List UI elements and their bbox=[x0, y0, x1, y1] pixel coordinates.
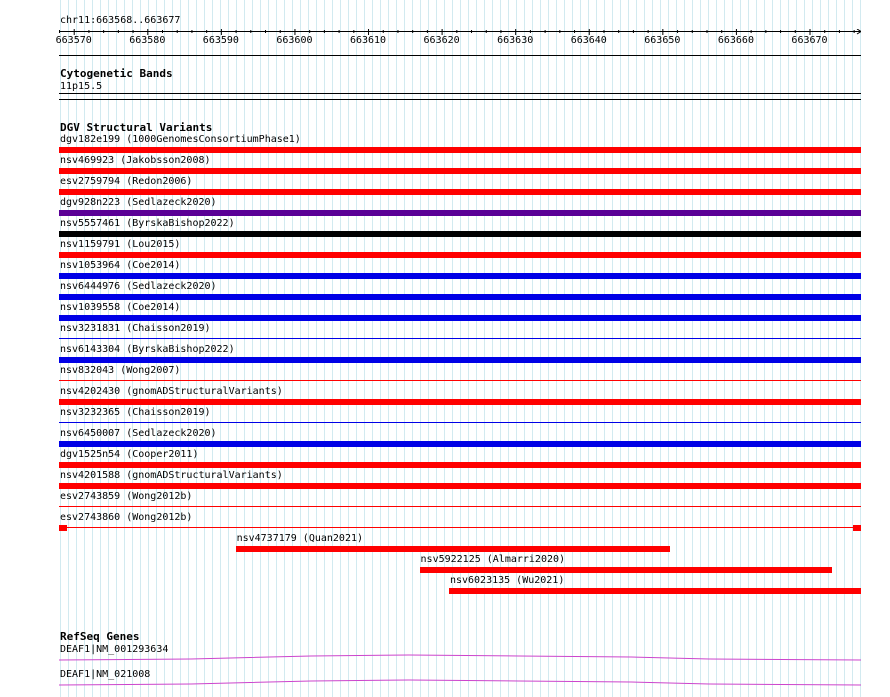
ruler-tick-label: 663580 bbox=[129, 35, 166, 46]
ruler-tick-label: 663570 bbox=[55, 35, 92, 46]
variant-label[interactable]: nsv3231831 (Chaisson2019) bbox=[60, 323, 211, 334]
variant-label[interactable]: nsv832043 (Wong2007) bbox=[60, 365, 181, 376]
variant-label[interactable]: esv2743860 (Wong2012b) bbox=[60, 512, 193, 523]
variant-label[interactable]: nsv6444976 (Sedlazeck2020) bbox=[60, 281, 217, 292]
variant-label[interactable]: nsv6450007 (Sedlazeck2020) bbox=[60, 428, 217, 439]
position-label: chr11:663568..663677 bbox=[60, 15, 181, 26]
variant-bar[interactable] bbox=[59, 483, 861, 489]
track-separator bbox=[59, 99, 861, 100]
ruler-tick-label: 663630 bbox=[497, 35, 534, 46]
variant-bar[interactable] bbox=[420, 567, 832, 573]
ruler-tick-label: 663600 bbox=[276, 35, 313, 46]
variant-label[interactable]: esv2759794 (Redon2006) bbox=[60, 176, 193, 187]
variant-bar[interactable] bbox=[59, 357, 861, 363]
variant-bar[interactable] bbox=[59, 422, 861, 423]
variant-label[interactable]: nsv1159791 (Lou2015) bbox=[60, 239, 181, 250]
variant-bar[interactable] bbox=[59, 506, 861, 507]
variant-label[interactable]: nsv5922125 (Almarri2020) bbox=[420, 554, 566, 565]
variant-bar[interactable] bbox=[449, 588, 861, 594]
variant-bar-block[interactable] bbox=[59, 525, 67, 531]
variant-label[interactable]: nsv4201588 (gnomADStructuralVariants) bbox=[60, 470, 283, 481]
variant-label[interactable]: nsv469923 (Jakobsson2008) bbox=[60, 155, 211, 166]
variant-label[interactable]: dgv1525n54 (Cooper2011) bbox=[60, 449, 199, 460]
ruler-tick-label: 663670 bbox=[791, 35, 828, 46]
variant-label[interactable]: nsv1039558 (Coe2014) bbox=[60, 302, 181, 313]
variant-bar[interactable] bbox=[236, 546, 670, 552]
variant-bar[interactable] bbox=[59, 338, 861, 339]
ruler-tick-label: 663660 bbox=[717, 35, 754, 46]
variant-bar[interactable] bbox=[59, 273, 861, 279]
variant-bar-block[interactable] bbox=[853, 525, 861, 531]
variant-label[interactable]: nsv6023135 (Wu2021) bbox=[449, 575, 565, 586]
ruler-tick-label: 663620 bbox=[423, 35, 460, 46]
variant-bar[interactable] bbox=[59, 527, 861, 528]
ruler-tick-label: 663590 bbox=[202, 35, 239, 46]
gene-model-nm-021008[interactable] bbox=[59, 678, 861, 687]
refseq-track-title[interactable]: RefSeq Genes bbox=[60, 630, 140, 643]
variant-bar[interactable] bbox=[59, 147, 861, 153]
gene-model-nm-001293634[interactable] bbox=[59, 653, 861, 662]
variant-bar[interactable] bbox=[59, 210, 861, 216]
ruler-tick-label: 663650 bbox=[644, 35, 681, 46]
ruler-tick-label: 663640 bbox=[570, 35, 607, 46]
variant-bar[interactable] bbox=[59, 399, 861, 405]
track-separator bbox=[59, 55, 861, 56]
variant-label[interactable]: nsv6143304 (ByrskaBishop2022) bbox=[60, 344, 235, 355]
coordinate-ruler[interactable] bbox=[55, 29, 861, 46]
variant-label[interactable]: dgv928n223 (Sedlazeck2020) bbox=[60, 197, 217, 208]
variant-bar[interactable] bbox=[59, 462, 861, 468]
variant-label[interactable]: nsv4202430 (gnomADStructuralVariants) bbox=[60, 386, 283, 397]
variant-label[interactable]: esv2743859 (Wong2012b) bbox=[60, 491, 193, 502]
cytoband-track-title[interactable]: Cytogenetic Bands bbox=[60, 67, 173, 80]
variant-bar[interactable] bbox=[59, 168, 861, 174]
variant-bar[interactable] bbox=[59, 231, 861, 237]
variant-label[interactable]: nsv3232365 (Chaisson2019) bbox=[60, 407, 211, 418]
variant-label[interactable]: nsv5557461 (ByrskaBishop2022) bbox=[60, 218, 235, 229]
gene-label-nm-001293634[interactable]: DEAF1|NM_001293634 bbox=[60, 644, 169, 655]
cytoband-label: 11p15.5 bbox=[60, 81, 103, 92]
variant-label[interactable]: nsv4737179 (Quan2021) bbox=[236, 533, 364, 544]
variant-bar[interactable] bbox=[59, 380, 861, 381]
variant-bar[interactable] bbox=[59, 294, 861, 300]
gene-label-nm-021008[interactable]: DEAF1|NM_021008 bbox=[60, 669, 151, 680]
dgv-track-title[interactable]: DGV Structural Variants bbox=[60, 121, 213, 134]
ruler-tick-label: 663610 bbox=[349, 35, 387, 46]
cytoband-band[interactable] bbox=[59, 93, 861, 94]
variant-bar[interactable] bbox=[59, 315, 861, 321]
variant-label[interactable]: dgv182e199 (1000GenomesConsortiumPhase1) bbox=[60, 134, 301, 145]
variant-bar[interactable] bbox=[59, 252, 861, 258]
variant-bar[interactable] bbox=[59, 189, 861, 195]
variant-label[interactable]: nsv1053964 (Coe2014) bbox=[60, 260, 181, 271]
variant-bar[interactable] bbox=[59, 441, 861, 447]
